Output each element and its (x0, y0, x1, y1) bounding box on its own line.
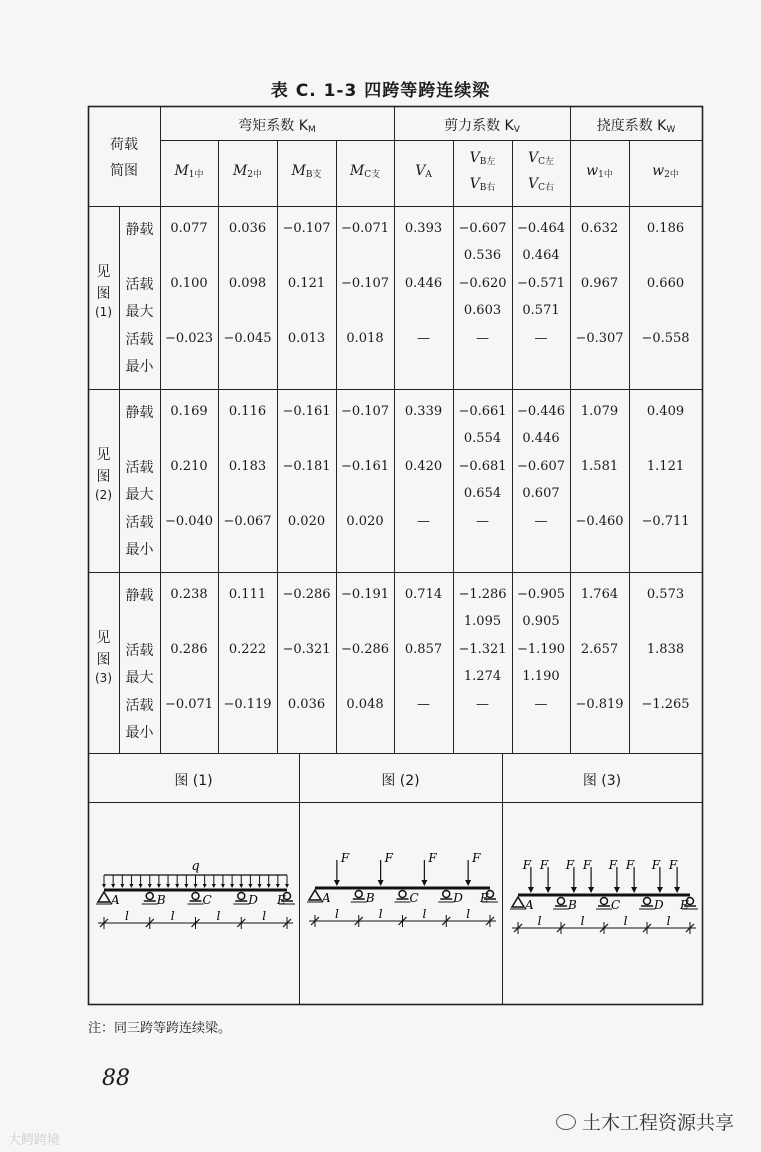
load-symbol: F (384, 851, 393, 865)
footnote: 注：同三跨等跨连续梁。 (88, 1021, 232, 1036)
support-label: E (480, 891, 489, 905)
table-cell: −0.607 (458, 221, 507, 236)
table-cell: 0.111 (228, 587, 267, 602)
table-cell: −1.286 (458, 587, 507, 602)
load-case-label: 最大 (125, 304, 154, 320)
support-label: B (365, 891, 375, 905)
table-title: 表 C. 1-3 四跨等跨连续梁 (270, 81, 491, 101)
table-cell: — (534, 514, 548, 529)
table-cell: −0.571 (516, 276, 566, 291)
load-case-label: 最小 (125, 542, 154, 558)
table-cell: 1.581 (580, 459, 619, 474)
table-cell: −0.067 (223, 514, 272, 529)
table-cell: 1.079 (580, 404, 619, 419)
table-cell: −0.119 (223, 697, 272, 712)
table-cell: −1.265 (641, 697, 690, 712)
support-label: C (611, 898, 621, 912)
table-cell-secondary: 0.571 (522, 303, 560, 318)
table-cell-secondary: 0.464 (522, 248, 560, 263)
table-cell: 0.857 (404, 642, 443, 657)
see-figure-label: 见 (96, 630, 111, 646)
table-cell: — (476, 331, 489, 346)
table-cell: −1.321 (458, 642, 507, 657)
span-label: l (378, 907, 383, 921)
col-header: $M_{1中}$ (174, 163, 204, 180)
table-cell-secondary: 0.536 (463, 248, 502, 263)
header-moment: 弯矩系数 $K_M$ (238, 118, 316, 135)
support-label: B (568, 898, 577, 912)
table-cell: 0.036 (287, 697, 326, 712)
table-cell: — (534, 331, 548, 346)
span-label: l (334, 907, 339, 921)
table-cell: −0.161 (282, 404, 331, 419)
table-cell-secondary: 1.095 (463, 614, 502, 629)
table-cell: −0.161 (340, 459, 390, 474)
load-case-label: 活载 (125, 277, 154, 293)
table-cell: −0.071 (340, 221, 390, 236)
load-case-label: 活载 (125, 698, 154, 714)
table-cell: 0.077 (170, 221, 208, 236)
table-cell-secondary: 1.190 (522, 669, 560, 684)
table-cell: −0.040 (164, 514, 214, 529)
table-cell: — (476, 514, 489, 529)
table-cell: 0.048 (346, 697, 384, 712)
table-cell: 0.018 (346, 331, 384, 346)
header-load-1: 荷载 (110, 137, 138, 153)
header-shear: 剪力系数 $K_V$ (444, 118, 520, 135)
table-cell: −0.107 (340, 276, 390, 291)
see-figure-label: 图 (96, 469, 111, 485)
support-label: C (202, 893, 212, 907)
load-case-label: 静载 (125, 222, 154, 238)
col-header: $V_{B左}$ (469, 150, 496, 167)
table-cell: 0.286 (170, 642, 208, 657)
beam-diagram (299, 840, 502, 990)
load-symbol: F (472, 851, 481, 865)
support-label: A (322, 891, 331, 905)
table-cell: 0.100 (170, 276, 208, 291)
table-cell-secondary: 0.554 (463, 431, 502, 446)
load-case-label: 活载 (125, 332, 154, 348)
load-case-label: 最大 (125, 487, 154, 503)
support-label: E (680, 898, 689, 912)
load-case-label: 静载 (125, 405, 154, 421)
table-cell: 0.420 (404, 459, 443, 474)
table-cell: 0.121 (287, 276, 326, 291)
watermark-left: 大鳄跨境 (8, 1133, 61, 1148)
span-label: l (537, 914, 542, 928)
see-figure-label: 图 (96, 286, 111, 302)
table-cell-secondary: 0.905 (522, 614, 560, 629)
load-case-label: 活载 (125, 460, 154, 476)
support-label: E (277, 893, 286, 907)
figure-label: 图 (2) (381, 773, 420, 789)
table-cell: 1.838 (646, 642, 685, 657)
support-label: B (156, 893, 166, 907)
span-label: l (170, 909, 175, 923)
col-header: $V_{C右}$ (527, 176, 554, 193)
load-case-label: 活载 (125, 515, 154, 531)
load-symbol: F (668, 858, 678, 872)
table-cell: 0.339 (404, 404, 443, 419)
table-cell: 0.186 (646, 221, 685, 236)
load-symbol: q (191, 859, 200, 874)
table-cell: 0.098 (228, 276, 267, 291)
table-cell: 2.657 (580, 642, 619, 657)
figure-label: 图 (3) (582, 773, 622, 789)
table-cell: −0.460 (575, 514, 624, 529)
table-cell: −0.711 (641, 514, 690, 529)
load-case-label: 最大 (125, 670, 154, 686)
beam-diagram (502, 840, 702, 990)
table-cell: 0.210 (170, 459, 208, 474)
table-cell: 0.967 (580, 276, 619, 291)
col-header: $V_{B右}$ (469, 176, 496, 193)
table-cell: — (417, 697, 430, 712)
load-symbol: F (522, 858, 532, 872)
table-cell: 0.116 (228, 404, 267, 419)
table-cell: — (417, 514, 430, 529)
table-cell: −0.107 (282, 221, 331, 236)
table-cell: 0.660 (646, 276, 685, 291)
see-figure-label: (2) (95, 488, 112, 502)
span-label: l (623, 914, 628, 928)
watermark-right: 土木工程资源共享 (556, 1108, 734, 1135)
table-cell: 0.013 (287, 331, 326, 346)
table-cell: −0.558 (641, 331, 690, 346)
col-header: $w_{2中}$ (652, 163, 679, 180)
table-cell: 0.036 (228, 221, 267, 236)
table-cell: 0.238 (170, 587, 208, 602)
load-symbol: F (651, 858, 661, 872)
table-cell: −0.071 (164, 697, 214, 712)
table-cell: −0.023 (164, 331, 214, 346)
table-cell: 1.764 (580, 587, 619, 602)
support-label: D (248, 893, 258, 907)
table-cell: −0.191 (340, 587, 390, 602)
header-load-2: 简图 (110, 163, 138, 179)
table-cell: 1.121 (646, 459, 685, 474)
chat-bubble-icon (556, 1114, 576, 1130)
support-label: D (654, 898, 664, 912)
table-cell: −0.607 (516, 459, 566, 474)
col-header: $w_{1中}$ (586, 163, 613, 180)
table-cell: 0.632 (580, 221, 619, 236)
support-label: A (525, 898, 534, 912)
figure-label: 图 (1) (174, 773, 213, 789)
table-cell: 0.020 (287, 514, 326, 529)
table-cell: −0.681 (458, 459, 507, 474)
see-figure-label: 见 (96, 264, 111, 280)
beam-diagram (88, 840, 299, 990)
support-label: D (453, 891, 463, 905)
table-cell: −0.819 (575, 697, 624, 712)
span-label: l (666, 914, 671, 928)
table-cell: — (534, 697, 548, 712)
table-cell: 0.020 (346, 514, 384, 529)
table-cell-secondary: 0.607 (522, 486, 560, 501)
table-cell: −0.661 (458, 404, 507, 419)
col-header: $M_{B支}$ (291, 163, 322, 180)
header-deflection: 挠度系数 $K_W$ (596, 118, 676, 135)
load-symbol: F (625, 858, 635, 872)
load-case-label: 最小 (125, 359, 154, 375)
see-figure-label: 见 (96, 447, 111, 463)
load-case-label: 最小 (125, 725, 154, 741)
load-symbol: F (539, 858, 549, 872)
see-figure-label: (1) (95, 305, 112, 319)
span-label: l (262, 909, 267, 923)
table-cell: −0.905 (516, 587, 566, 602)
table-cell: 0.573 (646, 587, 685, 602)
table-cell: −1.190 (516, 642, 566, 657)
span-label: l (216, 909, 221, 923)
table-cell: −0.321 (282, 642, 331, 657)
table-cell: −0.286 (340, 642, 390, 657)
page-number: 88 (102, 1066, 130, 1091)
see-figure-label: 图 (96, 652, 111, 668)
support-label: C (409, 891, 419, 905)
table-cell: −0.045 (223, 331, 272, 346)
support-label: A (111, 893, 120, 907)
table-cell: — (476, 697, 489, 712)
load-symbol: F (428, 851, 437, 865)
table-cell: — (417, 331, 430, 346)
see-figure-label: (3) (95, 671, 112, 685)
table-cell: 0.169 (170, 404, 208, 419)
span-label: l (580, 914, 585, 928)
table-cell: −0.464 (516, 221, 566, 236)
load-symbol: F (582, 858, 592, 872)
span-label: l (124, 909, 129, 923)
load-symbol: F (340, 851, 350, 865)
col-header: $V_{C左}$ (527, 150, 554, 167)
span-label: l (422, 907, 427, 921)
col-header: $M_{2中}$ (232, 163, 263, 180)
table-cell: 0.183 (228, 459, 267, 474)
table-cell: 0.409 (646, 404, 685, 419)
table-cell: −0.181 (282, 459, 331, 474)
table-cell: −0.446 (516, 404, 566, 419)
table-cell: −0.620 (458, 276, 507, 291)
load-symbol: F (608, 858, 618, 872)
col-header: $V_A$ (415, 163, 432, 180)
table-cell-secondary: 0.446 (522, 431, 560, 446)
table-cell: −0.307 (575, 331, 624, 346)
table-cell: 0.714 (404, 587, 443, 602)
table-cell-secondary: 0.603 (463, 303, 502, 318)
load-symbol: F (565, 858, 575, 872)
load-case-label: 静载 (125, 588, 154, 604)
load-case-label: 活载 (125, 643, 154, 659)
table-cell-secondary: 1.274 (463, 669, 502, 684)
table-cell-secondary: 0.654 (463, 486, 502, 501)
span-label: l (466, 907, 471, 921)
table-cell: 0.222 (228, 642, 267, 657)
table-cell: 0.393 (404, 221, 443, 236)
table-cell: −0.107 (340, 404, 390, 419)
table-cell: −0.286 (282, 587, 331, 602)
col-header: $M_{C支}$ (349, 163, 381, 180)
table-cell: 0.446 (404, 276, 443, 291)
